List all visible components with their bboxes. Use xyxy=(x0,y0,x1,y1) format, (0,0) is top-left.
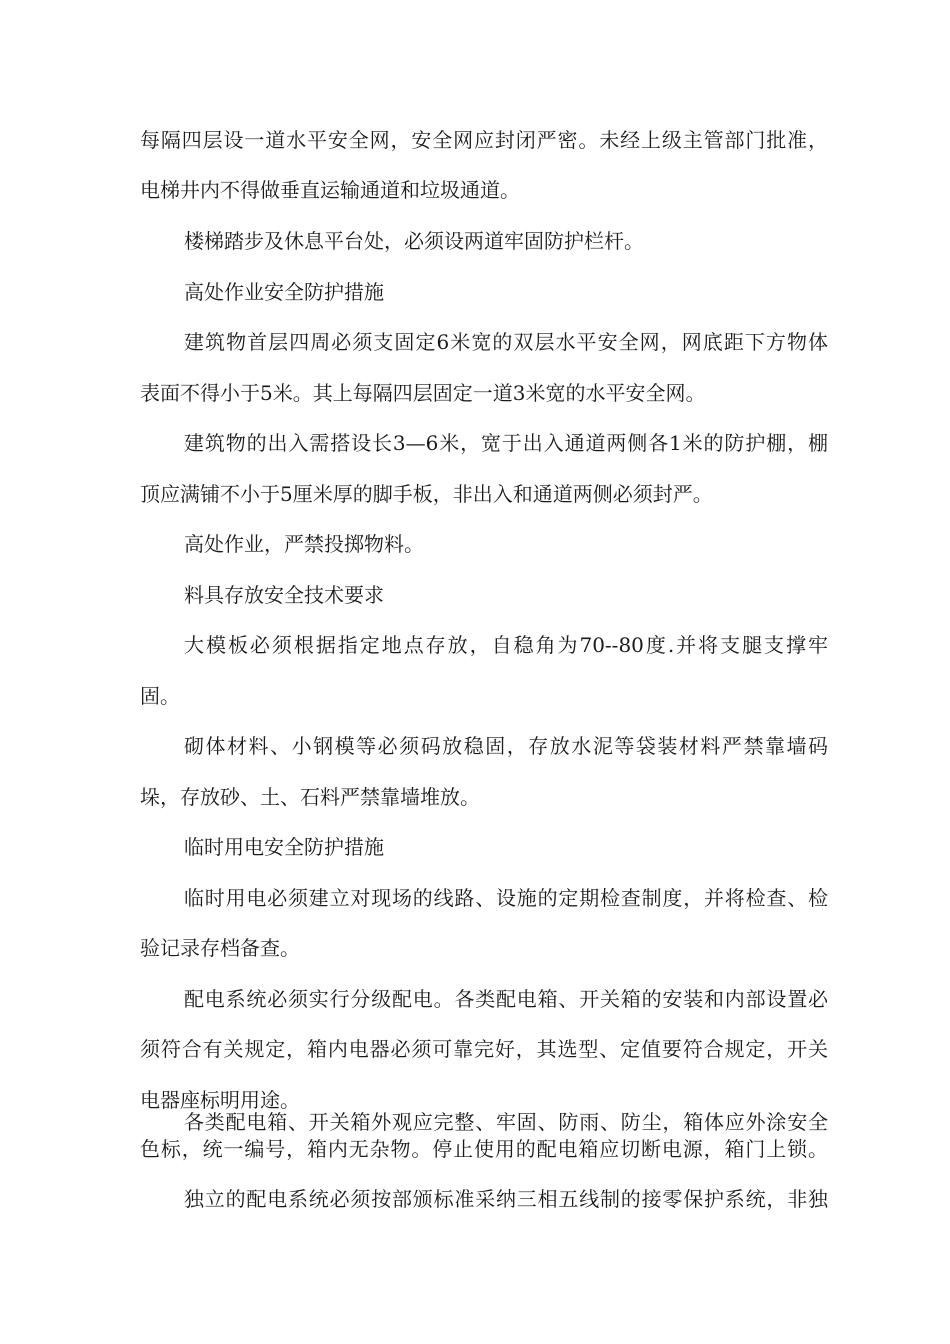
paragraph-line: 临时用电必须建立对现场的线路、设施的定期检查制度，并将检查、检 xyxy=(184,886,828,910)
paragraph-line: 须符合有关规定，箱内电器必须可靠完好，其选型、定值要符合规定，开关 xyxy=(140,1037,828,1061)
paragraph-line: 每隔四层设一道水平安全网，安全网应封闭严密。未经上级主管部门批准， xyxy=(140,128,828,152)
paragraph-line: 电梯井内不得做垂直运输通道和垃圾通道。 xyxy=(140,178,520,202)
paragraph-line: 楼梯踏步及休息平台处，必须设两道牢固防护栏杆。 xyxy=(184,229,644,253)
paragraph-line: 固。 xyxy=(140,684,180,708)
section-heading: 料具存放安全技术要求 xyxy=(184,583,384,607)
paragraph-line: 电器座标明用途。 xyxy=(140,1088,300,1112)
paragraph-line: 表面不得小于5米。其上每隔四层固定一道3米宽的水平安全网。 xyxy=(140,381,706,405)
paragraph-line: 建筑物首层四周必须支固定6米宽的双层水平安全网，网底距下方物体 xyxy=(184,330,828,354)
paragraph-line: 顶应满铺不小于5厘米厚的脚手板，非出入和通道两侧必须封严。 xyxy=(140,482,713,506)
paragraph-line: 验记录存档备查。 xyxy=(140,936,300,960)
paragraph-line: 配电系统必须实行分级配电。各类配电箱、开关箱的安装和内部设置必 xyxy=(184,987,828,1011)
paragraph-line: 大模板必须根据指定地点存放，自稳角为70--80度.并将支腿支撑牢 xyxy=(184,633,828,657)
paragraph-line: 独立的配电系统必须按部颁标准采纳三相五线制的接零保护系统，非独 xyxy=(184,1187,828,1211)
paragraph-line: 垛，存放砂、土、石料严禁靠墙堆放。 xyxy=(140,785,480,809)
paragraph-line: 高处作业，严禁投掷物料。 xyxy=(184,532,424,556)
paragraph-line: 色标，统一编号，箱内无杂物。停止使用的配电箱应切断电源，箱门上锁。 xyxy=(140,1137,828,1161)
paragraph-line: 建筑物的出入需搭设长3—6米，宽于出入通道两侧各1米的防护棚，棚 xyxy=(184,431,828,455)
paragraph-line: 各类配电箱、开关箱外观应完整、牢固、防雨、防尘，箱体应外涂安全 xyxy=(184,1110,828,1134)
section-heading: 高处作业安全防护措施 xyxy=(184,280,384,304)
paragraph-line: 砌体材料、小钢模等必须码放稳固，存放水泥等袋装材料严禁靠墙码 xyxy=(184,734,828,758)
section-heading: 临时用电安全防护措施 xyxy=(184,835,384,859)
